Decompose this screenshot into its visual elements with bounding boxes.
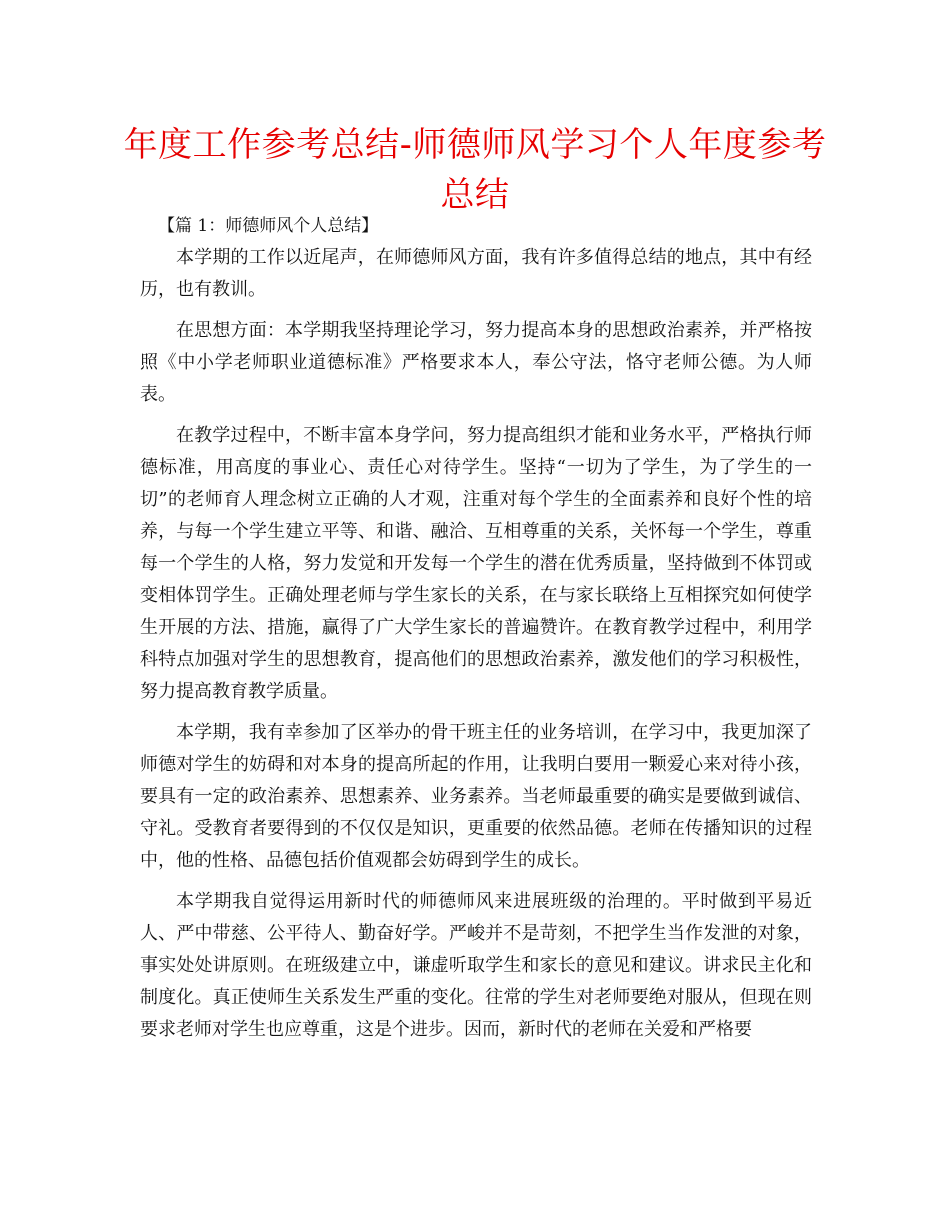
paragraph-3: 在教学过程中，不断丰富本身学问，努力提高组织才能和业务水平，严格执行师德标准，用高度的事业心、责任心对待学生。坚持“一切为了学生，为了学生的一切”的老师育人理念树立正确的人才观，注重对每个学生的全面素养和良好个性的培养，与每一个学生建立平等、和谐、融洽、互相尊重的关系，关怀每一个学生，尊重每一个学生的人格，努力发觉和开发每一个学生的潜在优秀质量，坚持做到不体罚或变相体罚学生。正确处理老师与学生家长的关系，在与家长联络上互相探究如何使学生开展的方法、措施，赢得了广大学生家长的普遍赞许。在教育教学过程中，利用学科特点加强对学生的思想教育，提高他们的思想政治素养，激发他们的学习积极性，努力提高教育教学质量。: [140, 425, 812, 702]
section-heading: 【篇 1：师德师风个人总结】: [158, 216, 379, 236]
paragraph-1: 本学期的工作以近尾声，在师德师风方面，我有许多值得总结的地点，其中有经历，也有教训。: [140, 247, 812, 300]
document-body: [140, 216, 812, 1055]
paragraph-2: 在思想方面：本学期我坚持理论学习，努力提高本身的思想政治素养，并严格按照《中小学老师职业道德标准》严格要求本人，奉公守法，恪守老师公德。为人师表。: [140, 320, 812, 405]
document-title: 年度工作参考总结-师德师风学习个人年度参考总结: [123, 125, 827, 215]
paragraph-4: 本学期，我有幸参加了区举办的骨干班主任的业务培训，在学习中，我更加深了师德对学生的妨碍和对本身的提高所起的作用，让我明白要用一颗爱心来对待小孩，要具有一定的政治素养、思想素养、业务素养。当老师最重要的确实是要做到诚信、守礼。受教育者要得到的不仅仅是知识，更重要的依然品德。老师在传播知识的过程中，他的性格、品德包括价值观都会妨碍到学生的成长。: [140, 722, 812, 871]
paragraph-5: 本学期我自觉得运用新时代的师德师风来进展班级的治理的。平时做到平易近人、严中带慈、公平待人、勤奋好学。严峻并不是苛刻，不把学生当作发泄的对象，事实处处讲原则。在班级建立中，谦虚听取学生和家长的意见和建议。讲求民主化和制度化。真正使师生关系发生严重的变化。往常的学生对老师要绝对服从，但现在则要求老师对学生也应尊重，这是个进步。因而，新时代的老师在关爱和严格要: [140, 891, 812, 1040]
